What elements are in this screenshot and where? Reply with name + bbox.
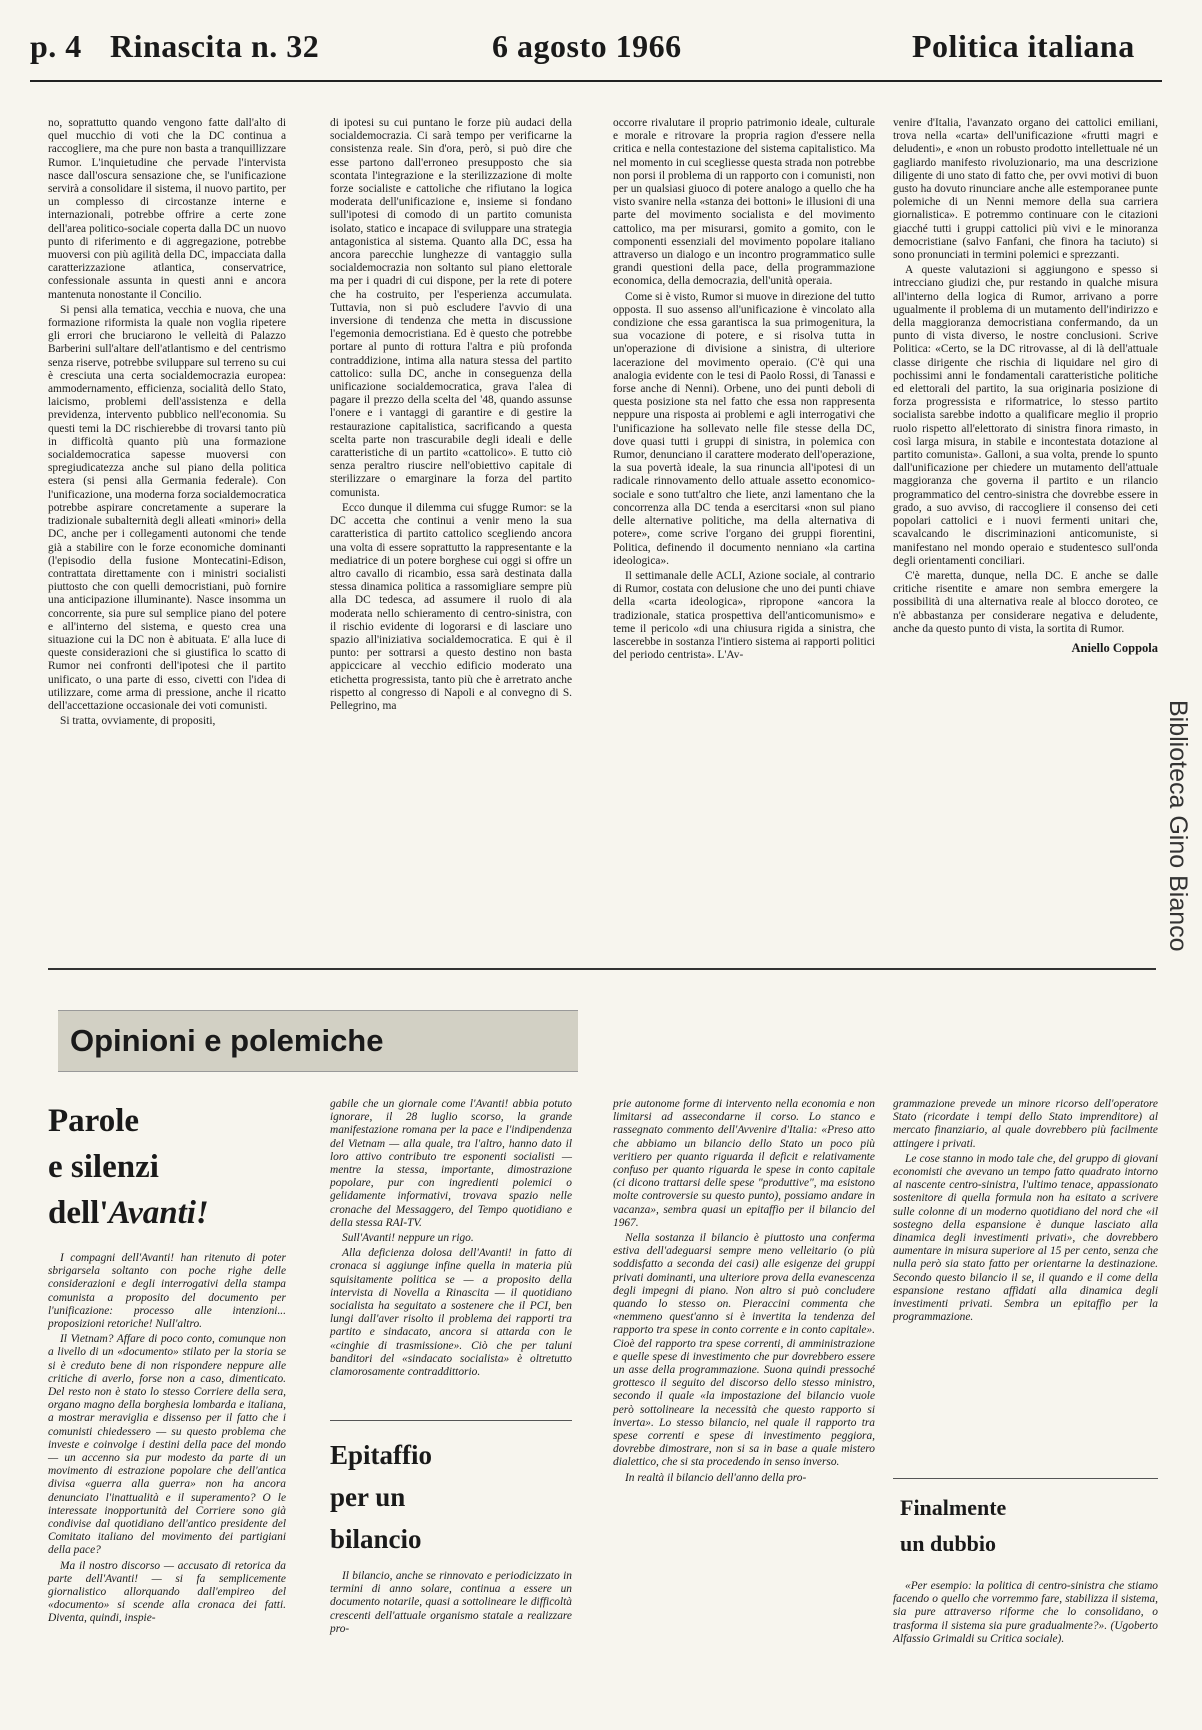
paragraph: prie autonome forme di intervento nella economia e non limitarsi ad assecondarne il corso. Lo stanco e rassegnato commento dell'Avvenire d'Italia: «Preso atto che abbiamo un bilancio dello Stato un poco più veritiero per quanto riguarda il deficit e relativamente confuso per quanto riguarda le spese in conto capitale (ci dicono trattarsi delle spese "produttive", ma esistono molte controversie su questo punto), possiamo andare in vacanza», sembra quasi un epitaffio per il bilancio del 1967. [613, 1098, 875, 1229]
section-rule [48, 968, 1156, 970]
paragraph: A queste valutazioni si aggiungono e spesso si intrecciano giudizi che, pur restando in qualche misura all'interno della logica di Rumor, arrivano a porre ugualmente il problema di un mutamento dell'indirizzo e della maggioranza democristiana confermando, da un punto di vista diverso, le nostre conclusioni. Scrive Politica: «Certo, se la DC ritrovasse, al di là dell'attuale classe dirigente che rischia di liquidare nel giro di pochissimi anni le fondamentali caratteristiche politiche ed elettorali del partito, la sua originaria posizione di forza progressista e riformatrice, lo stesso partito socialista sarebbe indotto a qualificare meglio il proprio ruolo rispetto all'elettorato di sinistra finora rimasto, in così larga misura, in stabile e incontestata dotazione al partito comunista». Galloni, a sua volta, prende lo spunto dall'unificazione per chiedere un mutamento dell'attuale maggioranza che governa il partito e un rilancio programmatico del centro-sinistra che dovrebbe essere in grado, a suo avviso, di raccogliere il consenso dei ceti popolari cattolici e i nuovi fermenti unitari che, scavalcando le discriminazioni anticomuniste, si manifestano nel mondo operaio e studentesco sull'onda degli orientamenti conciliari. [893, 264, 1158, 567]
title-line: Finalmente [900, 1495, 1007, 1520]
section-banner-title: Opinioni e polemiche [70, 1023, 384, 1058]
paragraph: gabile che un giornale come l'Avanti! abbia potuto ignorare, il 28 luglio scorso, la grande manifestazione romana per la pace e l'indipendenza del Vietnam — alla quale, tra l'altro, hanno dato il loro attivo contributo tre esponenti socialisti — mentre la stessa, importante, dimostrazione popolare, pur con ingredienti polemici o gelidamente informativi, trovava spazio nelle cronache del Messaggero, del Tempo quotidiano e della stessa RAI-TV. [330, 1098, 572, 1229]
section-banner [58, 1010, 578, 1072]
section-title: Politica italiana [912, 28, 1135, 64]
paragraph: occorre rivalutare il proprio patrimonio ideale, culturale e morale e ritrovare la propria ragion d'essere nella critica e nella contestazione del sistema capitalistico. Ma nel momento in cui scegliesse questa strada non potrebbe non porsi il problema di un rapporto con i comunisti, non per un qualsiasi giuoco di potere analogo a quello che ha visto svanire nella «stanza dei bottoni» le illusioni di una parte del movimento socialista e del movimento cattolico, ma per misurarsi, gomito a gomito, con le componenti essenziali del movimento popolare italiano attraverso un dialogo e un incontro programmatico sulle grandi questioni della pace, della programmazione economica, della democrazia, dell'unità operaia. [613, 117, 875, 288]
article3-col3 [613, 1098, 875, 1487]
article3-col4 [893, 1098, 1158, 1326]
paragraph: no, soprattutto quando vengono fatte dall'alto di quel mucchio di voti che la DC continua a raccogliere, ma che pure non basta a tranquillizzare Rumor. L'inquietudine che pervade l'intervista nasce dall'oscura sensazione che, se l'unificazione servirà a consolidare il sistema, il nuovo partito, per un complesso di circostanze interne e internazionali, potrebbe offrire a certe zone dell'area politico-sociale coperta dalla DC un nuovo punto di riferimento e di aggregazione, potrebbe muoversi con più agilità della DC, impacciata dalla caratterizzazione atlantica, conservatrice, confessionale assunta in questi anni e ancora mantenuta nonostante il Concilio. [48, 117, 286, 301]
title-line: Epitaffio [330, 1440, 433, 1470]
article2-col2 [330, 1098, 572, 1381]
title-line: un dubbio [900, 1531, 997, 1556]
article1-signature: Aniello Coppola [1071, 640, 1158, 655]
article1-col2 [330, 117, 572, 715]
article2-col1 [48, 1252, 286, 1628]
title-line: e silenzi [48, 1149, 159, 1185]
article2-title [48, 1098, 308, 1236]
article1-col4 [893, 117, 1158, 655]
article3-intro [330, 1570, 572, 1638]
title-line: bilancio [330, 1524, 422, 1554]
header-rule [30, 80, 1162, 82]
paragraph: Si tratta, ovviamente, di propositi, [60, 715, 216, 728]
article4-title [900, 1490, 1158, 1562]
title-line [48, 1190, 308, 1236]
paragraph: Il bilancio, anche se rinnovato e periodicizzato in termini di anno solare, continua a essere un documento notarile, quasi a sottolineare le difficoltà crescenti dell'attuale organismo statale a realizzare pro- [330, 1570, 572, 1635]
article3-title [330, 1434, 572, 1560]
paragraph: «Per esempio: la politica di centro-sinistra che stiamo facendo o quello che vorremmo fare, stabilizza il sistema, sia pure attraverso riforme che lo consolidano, o trasforma il sistema sia pure gradualmente?». (Ugoberto Alfassio Grimaldi su Critica sociale). [893, 1580, 1158, 1645]
page-header [30, 28, 1160, 76]
magazine-title: Rinascita n. 32 [110, 28, 320, 64]
paragraph: Il settimanale delle ACLI, Azione sociale, al contrario di Rumor, costata con delusione che uno dei punti chiave della «carta ideologica», ripropone «ancora la tradizionale, statica prospettiva dell'anticomunismo» e teme il pericolo «di una chiusura rigida a sinistra, che lascerebbe in sostanza l'intiero sistema ai rapporti politici del periodo centrista». L'Av- [613, 569, 875, 662]
paragraph: Nella sostanza il bilancio è piuttosto una conferma estiva dell'adeguarsi sempre meno velleitario (o più soddisfatto a seconda dei casi) alle esigenze dei gruppi privati dominanti, una ulteriore prova della evanescenza degli impegni di piano. Non altro si può concludere quando lo stesso on. Pieraccini commenta che «nemmeno quest'anno si è invertita la tendenza del rapporto tra spese in conto corrente e in conto capitale». Cioè del rapporto tra spese correnti, di amministrazione e quelle spese di investimento che pur dovrebbero essere un asse della programmazione. Suona quindi pressoché grottesco il seguito del discorso dello stesso ministro, secondo il quale «la impostazione del bilancio vuole però sottolineare la necessità che questo rapporto si inverta». Lo stesso bilancio, nel quale il rapporto tra spese correnti e spese di investimento peggiora, dovrebbe dimostrare, non si sa in base a quale mistero dialettico, che si sta procedendo in senso inverso. [613, 1232, 875, 1469]
title-italic: Avanti! [108, 1195, 209, 1231]
title-line: per un [330, 1482, 406, 1512]
paragraph: Il Vietnam? Affare di poco conto, comunque non a livello di un «documento» stilato per la storia se si è creduto bene di non rispondere neppure alle critiche di averlo, forse non a caso, dimenticato. Del resto non è stato lo stesso Corriere della sera, organo magno della borghesia lombarda e italiana, a mostrar meraviglia e dissenso per il fatto che i comunisti chiedessero — su questo problema che investe e coinvolge i destini della pace del mondo — un accenno sia pur modesto da parte di un movimento di estrazione popolare che dell'antica divisa «guerra alla guerra» non ha ancora denunciato l'inattualità e il superamento? O le interessate inopportunità del Corriere sono già condivise dal quotidiano dell'antico presidente del Comitato italiano del movimento dei partigiani della pace? [48, 1333, 286, 1557]
paragraph: venire d'Italia, l'avanzato organo dei cattolici emiliani, trova nella «carta» dell'unificazione «frutti magri e deludenti», e «non un robusto prodotto intellettuale né un gagliardo manifesto rivoluzionario, ma una descrizione diligente di uno stato di fatto che, per ovvi motivi di buon gusto ha dovuto rinunciare anche alle estemporanee punte polemiche di un Nenni memore della sua carriera giornalistica». E potremmo continuare con le citazioni giacché tutti i gruppi cattolici più vivi e le minoranza democristiane (salvo Fanfani, che finora ha taciuto) si sono pronunciati in termini polemici e sprezzanti. [893, 117, 1158, 262]
page-number: p. 4 [30, 28, 82, 64]
article4-body [893, 1580, 1158, 1648]
article3-top-rule [330, 1420, 572, 1421]
paragraph: In realtà il bilancio dell'anno della pro- [625, 1471, 807, 1484]
paragraph: I compagni dell'Avanti! han ritenuto di poter sbrigarsela soltanto con poche righe delle considerazioni e degli interrogativi della stampa comunista a proposito del documento per l'unificazione: processo alle intenzioni... proposizioni retoriche! Null'altro. [48, 1252, 286, 1331]
paragraph: di ipotesi su cui puntano le forze più audaci della socialdemocrazia. Ci sarà tempo per verificarne la consistenza reale. Sin d'ora, però, si può dire che esse partono dall'erroneo presupposto che sia scontata l'integrazione e la sterilizzazione di molte forze socialiste e cattoliche che rifiutano la logica moderata dell'unificazione e, insieme si fondano sull'ipotesi di comodo di un partito comunista isolato, statico e incapace di sviluppare una strategia antagonistica al sistema. Quanto alla DC, essa ha ancora parecchie lunghezze di vantaggio sulla socialdemocrazia non soltanto sul piano elettorale ma per i quadri di cui dispone, per la rete di potere che ha costruito, per l'esperienza accumulata. Tuttavia, non si può escludere l'avvio di una inversione di tendenza che metta in discussione l'egemonia democristiana. Ed è questo che potrebbe portare al punto di rottura l'altra e più profonda contraddizione, intima alla natura stessa del partito cattolico: sulla DC, anche in conseguenza della unificazione socialdemocratica, grava l'alea di pagare il prezzo della scelta del '48, quando assunse l'onere e i vantaggi di garantire e di gestire la restaurazione capitalistica, sacrificando a questa scelta parte non trascurabile degli ideali e delle caratteristiche di un partito «cattolico». E tutto ciò senza peraltro riuscire nell'obiettivo capitale di sterilizzare o emarginare la forza del partito comunista. [330, 117, 572, 499]
paragraph: Alla deficienza dolosa dell'Avanti! in fatto di cronaca si aggiunge infine quella in materia più squisitamente politica se — a proposito della intervista di Novella a Rinascita — il quotidiano socialista ha seguitato a sostenere che il PCI, ben lungi dall'aver risolto il problema dei rapporti tra partito e sindacato, ancora si attarda con le «cinghie di trasmissione». Ciò che per taluni banditori del «sindacato socialista» è oltretutto clamorosamente contraddittorio. [330, 1247, 572, 1379]
article4-top-rule [893, 1478, 1158, 1479]
title-prefix: dell' [48, 1195, 109, 1231]
library-stamp: Biblioteca Gino Bianco [1164, 700, 1192, 952]
paragraph: Sull'Avanti! neppure un rigo. [342, 1232, 474, 1245]
paragraph: Le cose stanno in modo tale che, del gruppo di giovani economisti che avevano un tempo fatto quadrato intorno al nascente centro-sinistra, l'ultimo tenace, appassionato sostenitore di quella formula non ha esitato a scrivere sulle colonne di un moderno quotidiano del nord che «il sostegno della espansione è dunque lasciato alla dinamica degli investimenti privati», che dovrebbero aumentare in misura superiore al 15 per cento, senza che nulla però sia stato fatto per orientarne la destinazione. Secondo questo bilancio il se, il quando e il come della espansione restano affidati alla dinamica degli investimenti privati. Sembra un epitaffio per la programmazione. [893, 1152, 1158, 1324]
paragraph: Si pensi alla tematica, vecchia e nuova, che una formazione riformista la quale non voglia ripetere gli errori che bruciarono le velleità di Palazzo Barberini sull'altare dell'atlantismo e del centrismo senza riserve, potrebbe sviluppare sul terreno su cui è cresciuta una certa socialdemocrazia europea: ammodernamento, efficienza, socialità dello Stato, laicismo, problemi dell'assistenza e della previdenza, intervento pubblico nell'economia. Su questi temi la DC rischierebbe di trovarsi tanto più in difficoltà quanto più una formazione socialdemocratica sapesse muoversi con spregiudicatezza anche sul piano della politica estera (si pensi alla Germania federale). Con l'unificazione, una moderna forza socialdemocratica potrebbe aspirare concretamente a superare la tradizionale subalternità degli alleati «minori» della DC, anche per i collegamenti autonomi che tende già a stabilire con le forze economiche dominanti (l'episodio della fusione Montecatini-Edison, contrattata direttamente con i ministri socialisti piuttosto che con quelli democristiani, può fornire una anticipazione illuminante). Nasce insomma un concorrente, sia pure sul semplice piano del potere e all'interno del sistema, e questo crea una situazione cui la DC non è abituata. E' alla luce di queste considerazioni che si giustifica lo scatto di Rumor nei confronti dell'ipotesi che il partito unificato, o una parte di esso, civetti con l'idea di utilizzare, come arma di pressione, anche il ricatto dell'accettazione occasionale dei voti comunisti. [48, 303, 286, 712]
paragraph: grammazione prevede un minore ricorso dell'operatore Stato (ricordate i tempi dello Stato imprenditore) al mercato finanziario, al quale dovrebbero più facilmente attingere i privati. [893, 1098, 1158, 1150]
paragraph: C'è maretta, dunque, nella DC. E anche se dalle critiche risentite e amare non sembra emergere la possibilità di una alternativa reale al blocco doroteo, ce n'è abbastanza per considerare negativa e deludente, anche da questo punto di vista, la sortita di Rumor. [893, 569, 1158, 635]
paragraph: Ma il nostro discorso — accusato di retorica da parte dell'Avanti! — si fa semplicemente giornalistico allorquando dall'empireo del «documento» si scende alla cronaca dei fatti. Diventa, quindi, inspie- [48, 1559, 286, 1625]
issue-date: 6 agosto 1966 [492, 28, 682, 64]
paragraph: Ecco dunque il dilemma cui sfugge Rumor: se la DC accetta che continui a venir meno la sua caratteristica di partito cattolico scegliendo ancora una volta di essere soprattutto la rappresentante e la mediatrice di un potere borghese cui oggi si offre un altro cavallo di ricambio, essa sarà destinata dalla stessa dinamica politica a rassomigliare sempre più alla DC tedesca, ad assumere il ruolo di ala moderata nello schieramento di centro-sinistra, con il rischio evidente di logorarsi e di lasciare uno spazio all'iniziativa socialdemocratica. E qui è il punto: per sottrarsi a questo destino non basta appiccicare al vecchio edificio moderato una etichetta progressista, tanto più che è arretrato anche rispetto al congresso di Napoli e al convegno di S. Pellegrino, ma [330, 501, 572, 712]
article1-col1 [48, 117, 286, 730]
title-line: Parole [48, 1103, 140, 1139]
article1-col3 [613, 117, 875, 664]
paragraph: Come si è visto, Rumor si muove in direzione del tutto opposta. Il suo assenso all'unificazione è vincolato alla condizione che essa garantisca la sua primogenitura, la sua vocazione di potere, e si risolva tutta in un'operazione di divisione a sinistra, di ulteriore lacerazione del movimento operaio. (C'è qui una analogia evidente con le tesi di Paolo Rossi, di Tanassi e forse anche di Nenni). Orbene, uno dei punti deboli di questa posizione sta nel fatto che essa non rappresenta neppure una risposta ai problemi e agli interrogativi che l'unificazione ha sollevato nelle file stesse della DC, dove quasi tutti i gruppi di sinistra, in polemica con Rumor, denunciano il carattere moderato dell'operazione, la sua povertà ideale, la sua rinuncia all'ipotesi di un radicale rinnovamento dello attuale assetto economico-sociale e sono tutt'altro che liete, anzi lamentano che la concorrenza alla DC tenda a esercitarsi «non sul piano delle alternative politiche, ma della alternativa di potere», come scrive l'organo dei gruppi fiorentini, Politica, definendo il documento nenniano «la cartina ideologica». [613, 290, 875, 567]
